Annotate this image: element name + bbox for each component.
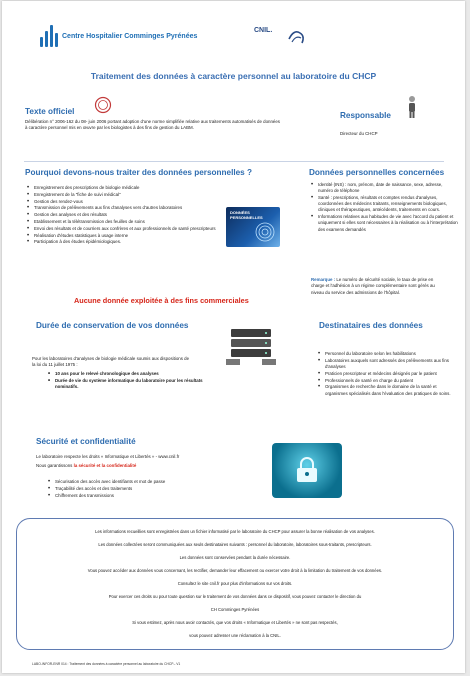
texte-officiel-body: Délibération n° 2006-162 du 08- juin 2006 portant adoption d'une norme simplifiée relative aux traitements automatisés de données à caractère personnel mis en œuvre par les biologistes à des fins de gestion du LABM. bbox=[25, 119, 280, 131]
securite-line1: Le laboratoire respecte les droits « Informatique et Libertés » - www.cnil.fr bbox=[36, 454, 180, 459]
info-line: CH Comminges Pyrénées bbox=[210, 607, 260, 612]
list-item: • Transmission de prélèvements aux fins d'analyses vers d'autres laboratoires bbox=[34, 205, 218, 211]
pourquoi-list bbox=[25, 185, 218, 246]
list-item: • Laboratoires auxquels sont adressés des prélèvements aux fins d'analyses bbox=[325, 358, 453, 370]
list-item: • Envoi des résultats et de courriers aux confrères et aux professionnels de santé prescripteurs bbox=[34, 226, 218, 232]
duree-list bbox=[46, 371, 203, 391]
list-item: • Professionnels de santé en charge du patient bbox=[325, 378, 453, 384]
list-item: • Santé : prescriptions, résultats et comptes rendus d'analyses, coordonnées des médecins traitants, renseignements biologiques, cliniques et thérapeutiques, antécédents, traitements en cours. bbox=[318, 195, 458, 214]
pourquoi-heading: Pourquoi devons-nous traiter des données personnelles ? bbox=[25, 168, 253, 177]
securite-heading: Sécurité et confidentialité bbox=[36, 437, 136, 446]
commercial-notice: Aucune donnée exploitée à des fins commerciales bbox=[74, 296, 249, 305]
info-line: vous pouvez adresser une réclamation à la CNIL. bbox=[189, 633, 281, 638]
list-item: • Personnel du laboratoire selon les habilitations bbox=[325, 351, 453, 357]
chcp-logo-text: Centre Hospitalier Comminges Pyrénées bbox=[62, 32, 198, 40]
remarque-text bbox=[311, 277, 447, 296]
securite-list bbox=[46, 479, 275, 499]
securite-line2-prefix: Nous garantissons bbox=[36, 463, 74, 468]
list-item: • Enregistrement des prescriptions de biologie médicale bbox=[34, 185, 218, 191]
list-item: • Gestion des rendez-vous bbox=[34, 199, 218, 205]
info-line: Si vous estimez, après nous avoir contactés, que vos droits « Informatique et Libertés » ne sont pas respectés, bbox=[132, 620, 338, 625]
duree-intro: Pour les laboratoires d'analyses de biologie médicale soumis aux dispositions de la loi du 11 juillet 1975 : bbox=[32, 356, 190, 368]
divider bbox=[24, 161, 444, 162]
list-item: • Traçabilité des accès et des traitements bbox=[55, 486, 275, 492]
duree-heading: Durée de conservation de vos données bbox=[36, 321, 189, 330]
list-item: • Organismes de recherche dans le domaine de la santé et organismes spécialisés dans l'évaluation des pratiques de soins. bbox=[325, 384, 453, 396]
responsable-heading: Responsable bbox=[340, 111, 391, 120]
donnees-concernees-heading: Données personnelles concernées bbox=[309, 168, 445, 177]
donnees-personnelles-image bbox=[226, 207, 280, 247]
information-box bbox=[16, 518, 454, 650]
list-item: • Enregistrement de la "fiche de suivi médical" bbox=[34, 192, 218, 198]
list-item: • Etablissement et la télétransmission des feuilles de soins bbox=[34, 219, 218, 225]
page-title: Traitement des données à caractère personnel au laboratoire du CHCP bbox=[90, 71, 377, 81]
info-line: Les données collectées seront communiquées aux seuls destinataires suivants : personnel du laboratoire, laboratoires sous-traitants, prescripteurs. bbox=[98, 542, 372, 547]
list-item: • Identité (INS) : nom, prénom, date de naissance, sexe, adresse, numéro de téléphone bbox=[318, 182, 458, 194]
poster-page bbox=[2, 1, 465, 673]
donnees-concernees-list bbox=[309, 182, 458, 233]
security-image bbox=[272, 443, 342, 498]
securite-line2 bbox=[36, 463, 276, 469]
securite-line2-highlight: la sécurité et la confidentialité bbox=[73, 463, 137, 468]
destinataires-list bbox=[316, 351, 453, 397]
cnil-logo-icon bbox=[286, 25, 308, 47]
padlock-icon bbox=[294, 455, 320, 485]
responsable-value: Directeur du CHCP bbox=[340, 131, 378, 136]
list-item: • Chiffrement des transmissions bbox=[55, 493, 275, 499]
list-item: • Praticien prescripteur et médecins désignés par le patient bbox=[325, 371, 453, 377]
info-line: Les données sont conservées pendant la durée nécessaire. bbox=[179, 555, 291, 560]
remarque-body: Le numéro de sécurité sociale, le taux de prise en charge et l'adhésion à un régime complémentaire sont gérés au niveau du service des admissions de l'hôpital. bbox=[311, 277, 435, 295]
servers-icon bbox=[226, 326, 276, 366]
fingerprint-icon bbox=[254, 221, 276, 243]
image-caption: DONNÉES PERSONNELLES bbox=[230, 210, 263, 220]
list-item: • Participation à des études épidémiologiques. bbox=[34, 239, 218, 245]
stamp-icon bbox=[94, 96, 112, 114]
info-line: Vous pouvez accéder aux données vous concernant, les rectifier, demander leur effacement ou exercer votre droit à la limitation du traitement de vos données. bbox=[87, 568, 383, 573]
chcp-logo-icon bbox=[40, 25, 58, 47]
list-item: • Réalisation d'études statistiques à usage interne bbox=[34, 233, 218, 239]
info-line: Pour exercer ces droits ou pour toute question sur le traitement de vos données dans ce dispositif, vous pouvez contacter le direction du bbox=[108, 594, 362, 599]
list-item: • Sécurisation des accès avec identifiants et mot de passe bbox=[55, 479, 275, 485]
person-icon bbox=[405, 95, 419, 119]
info-line: Les informations recueillies sont enregistrées dans un fichier informatisé par le laboratoire du CHCP pour assurer la bonne réalisation de vos analyses. bbox=[95, 529, 375, 534]
chcp-logo bbox=[40, 25, 197, 47]
remarque-label: Remarque : bbox=[311, 277, 336, 282]
list-item: • Gestion des analyses et des résultats bbox=[34, 212, 218, 218]
cnil-logo-text: CNIL. bbox=[254, 27, 273, 34]
list-item: • Informations relatives aux habitudes de vie avec l'accord du patient et uniquement si elles sont nécessaires à la réalisation ou à l'interprétation des examens demandés bbox=[318, 214, 458, 233]
info-line: Consultez le site cnil.fr pour plus d'informations sur vos droits. bbox=[177, 581, 293, 586]
destinataires-heading: Destinataires des données bbox=[319, 321, 423, 330]
texte-officiel-heading: Texte officiel bbox=[25, 107, 75, 116]
document-footer: LABO-INFOR-ENR 014 : Traitement des données à caractère personnel au laboratoire du CHCP– V1 bbox=[32, 662, 181, 666]
list-item: • 10 ans pour le relevé chronologique des analyses bbox=[55, 371, 203, 377]
list-item: • Durée de vie du système informatique du laboratoire pour les résultats nominatifs. bbox=[55, 378, 203, 390]
